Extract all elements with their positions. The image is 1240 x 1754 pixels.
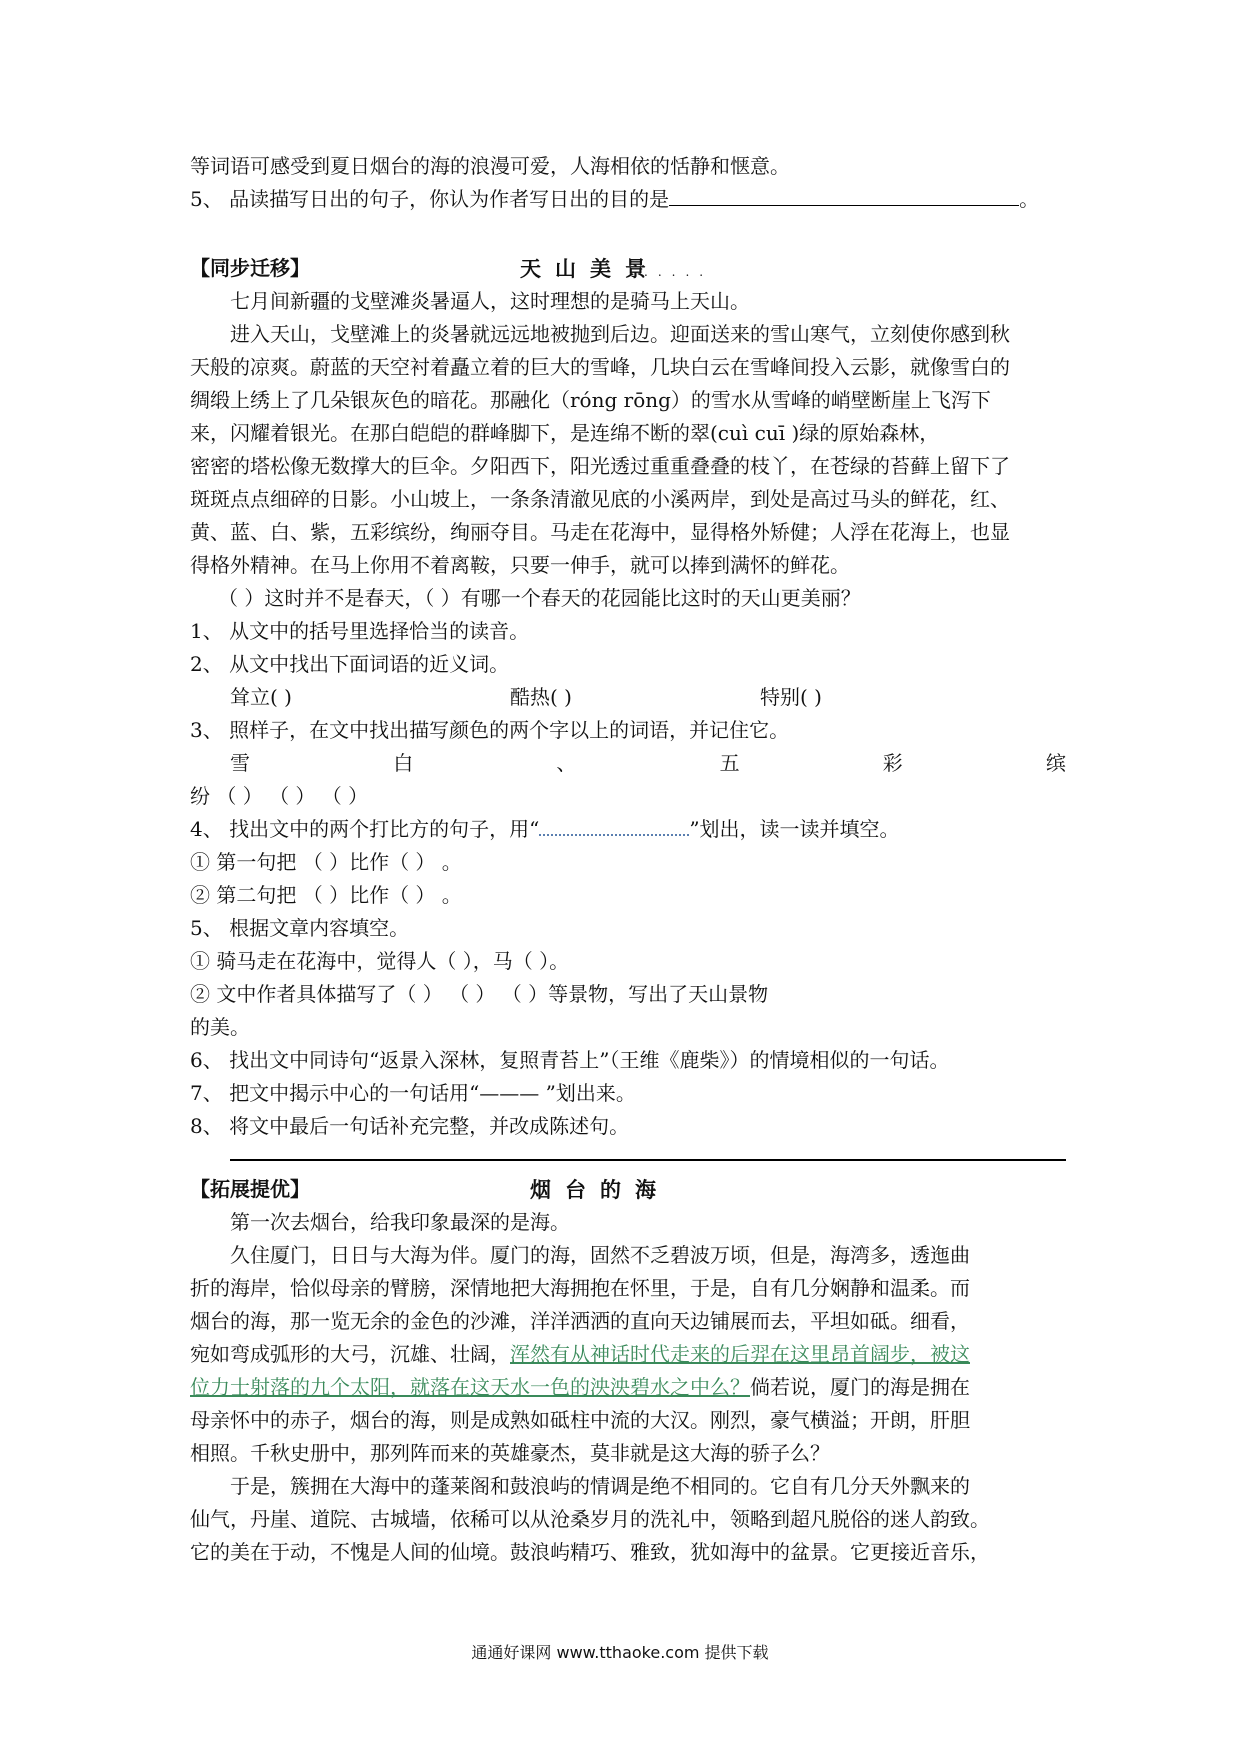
paragraph-line: 于是，簇拥在大海中的蓬莱阁和鼓浪屿的情调是绝不相同的。它自有几分天外飘来的 bbox=[230, 1474, 970, 1498]
question-2-items bbox=[190, 681, 1066, 714]
question-text: ”划出，读一读并填空。 bbox=[689, 817, 900, 841]
answer-blank[interactable] bbox=[669, 187, 1019, 206]
question-3: 3、 照样子，在文中找出描写颜色的两个字以上的词语，并记住它。 bbox=[190, 718, 790, 742]
wavy-underline-sample bbox=[539, 818, 689, 836]
paragraph-line: 第一次去烟台，给我印象最深的是海。 bbox=[230, 1210, 570, 1234]
example-char: 白 bbox=[393, 751, 414, 775]
page-footer: 通通好课网 www.tthaoke.com 提供下载 bbox=[471, 1643, 769, 1662]
text-line: 等词语可感受到夏日烟台的海的浪漫可爱，人海相依的恬静和惬意。 bbox=[190, 154, 790, 178]
example-char: 缤 bbox=[1045, 751, 1066, 775]
question-end: 。 bbox=[1019, 187, 1040, 211]
highlighted-sentence: 位力士射落的九个太阳，就落在这天水一色的泱泱碧水之中么？ bbox=[190, 1375, 750, 1399]
question-4-a[interactable]: ① 第一句把 （ ）比作（ ） 。 bbox=[190, 850, 462, 874]
paragraph-line: 折的海岸，恰似母亲的臂膀，深情地把大海拥抱在怀里，于是，自有几分娴静和温柔。而 bbox=[190, 1276, 970, 1300]
question-5-prev bbox=[190, 183, 1066, 216]
question-7: 7、 把文中揭示中心的一句话用“——— ”划出来。 bbox=[190, 1081, 636, 1105]
paragraph-line: 母亲怀中的赤子，烟台的海，则是成熟如砥柱中流的大汉。刚烈，豪气横溢；开朗，肝胆 bbox=[190, 1408, 970, 1432]
divider-wrap bbox=[190, 1143, 1066, 1161]
paragraph-line: 相照。千秋史册中，那列阵而来的英雄豪杰，莫非就是这大海的骄子么？ bbox=[190, 1441, 830, 1465]
synonym-item[interactable]: 耸立( ) bbox=[230, 685, 292, 709]
paragraph-line: 仙气，丹崖、道院、古城墙，依稀可以从沧桑岁月的洗礼中，领略到超凡脱俗的迷人韵致。 bbox=[190, 1507, 990, 1531]
paragraph-line: 它的美在于动，不愧是人间的仙境。鼓浪屿精巧、雅致，犹如海中的盆景。它更接近音乐， bbox=[190, 1540, 990, 1564]
question-6: 6、 找出文中同诗句“返景入深林，复照青苔上”（王维《鹿柴》）的情境相似的一句话。 bbox=[190, 1048, 950, 1072]
article-title: 烟台的海 bbox=[530, 1177, 670, 1202]
question-2: 2、 从文中找出下面词语的近义词。 bbox=[190, 652, 510, 676]
paragraph-line: 七月间新疆的戈壁滩炎暑逼人，这时理想的是骑马上天山。 bbox=[230, 289, 750, 313]
question-5: 5、 根据文章内容填空。 bbox=[190, 916, 410, 940]
example-char: 彩 bbox=[882, 751, 903, 775]
paragraph-line: 来，闪耀着银光。在那白皑皑的群峰脚下，是连绵不断的翠(cuì cuī )绿的原始森林， bbox=[190, 421, 940, 445]
question-1: 1、 从文中的括号里选择恰当的读音。 bbox=[190, 619, 530, 643]
question-5-b-cont: 的美。 bbox=[190, 1015, 250, 1039]
paragraph-line: 斑斑点点细碎的日影。小山坡上，一条条清澈见底的小溪两岸，到处是高过马头的鲜花，红、 bbox=[190, 487, 1010, 511]
paragraph-line bbox=[190, 1338, 1066, 1371]
paragraph-line: （ ）这时并不是春天，（ ）有哪一个春天的花园能比这时的天山更美丽？ bbox=[218, 586, 861, 610]
question-4-b[interactable]: ② 第二句把 （ ）比作（ ） 。 bbox=[190, 883, 462, 907]
text-span: 倘若说，厦门的海是拥在 bbox=[750, 1375, 970, 1399]
synonym-item[interactable]: 特别( ) bbox=[760, 685, 822, 709]
question-5-b[interactable]: ② 文中作者具体描写了（ ） （ ） （ ）等景物，写出了天山景物 bbox=[190, 982, 769, 1006]
section-header: 【同步迁移】 bbox=[190, 256, 310, 280]
question-text: 5、 品读描写日出的句子，你认为作者写日出的目的是 bbox=[190, 187, 670, 211]
paragraph-line: 进入天山，戈壁滩上的炎暑就远远地被抛到后边。迎面送来的雪山寒气，立刻使你感到秋 bbox=[230, 322, 1010, 346]
question-text: 4、 找出文中的两个打比方的句子，用“ bbox=[190, 817, 540, 841]
paragraph-line: 密密的塔松像无数撑大的巨伞。夕阳西下，阳光透过重重叠叠的枝丫，在苍绿的苔藓上留下了 bbox=[190, 454, 1010, 478]
paragraph-line: 得格外精神。在马上你用不着离鞍，只要一伸手，就可以捧到满怀的鲜花。 bbox=[190, 553, 850, 577]
document-page bbox=[190, 150, 1066, 1569]
section2-header-line bbox=[190, 1173, 1066, 1206]
highlighted-sentence: 浑然有从神话时代走来的后羿在这里昂首阔步，被这 bbox=[510, 1342, 970, 1366]
paragraph-line: 黄、蓝、白、紫，五彩缤纷，绚丽夺目。马走在花海中，显得格外矫健；人浮在花海上，也显 bbox=[190, 520, 1010, 544]
paragraph-line: 天般的凉爽。蔚蓝的天空衬着矗立着的巨大的雪峰，几块白云在雪峰间投入云影，就像雪白的 bbox=[190, 355, 1010, 379]
paragraph-line bbox=[190, 1371, 1066, 1404]
paragraph-line: 烟台的海，那一览无余的金色的沙滩，洋洋洒洒的直向天边铺展而去，平坦如砥。细看， bbox=[190, 1309, 970, 1333]
section1-header-line bbox=[190, 252, 1066, 285]
question-3-blanks[interactable]: 纷 （ ） （ ） （ ） bbox=[190, 784, 369, 808]
question-8: 8、 将文中最后一句话补充完整，并改成陈述句。 bbox=[190, 1114, 630, 1138]
paragraph-line: 绸缎上绣上了几朵银灰色的暗花。那融化（róng rōng）的雪水从雪峰的峭壁断崖上飞泻下 bbox=[190, 388, 991, 412]
section-header: 【拓展提优】 bbox=[190, 1177, 310, 1201]
question-5-a[interactable]: ① 骑马走在花海中，觉得人（ ），马（ ）。 bbox=[190, 949, 570, 973]
question-4 bbox=[190, 813, 1066, 846]
synonym-item[interactable]: 酷热( ) bbox=[510, 685, 572, 709]
question-3-example bbox=[190, 747, 1066, 780]
example-char: 五 bbox=[719, 751, 740, 775]
example-char: 雪 bbox=[230, 751, 250, 775]
section-divider bbox=[230, 1159, 1066, 1161]
article-title: 天山美景 bbox=[520, 256, 660, 281]
title-dots: ..... bbox=[644, 265, 714, 279]
text-span: 宛如弯成弧形的大弓，沉雄、壮阔， bbox=[190, 1342, 510, 1366]
paragraph-line: 久住厦门，日日与大海为伴。厦门的海，固然不乏碧波万顷，但是，海湾多，透迤曲 bbox=[230, 1243, 970, 1267]
example-char: 、 bbox=[556, 751, 577, 775]
